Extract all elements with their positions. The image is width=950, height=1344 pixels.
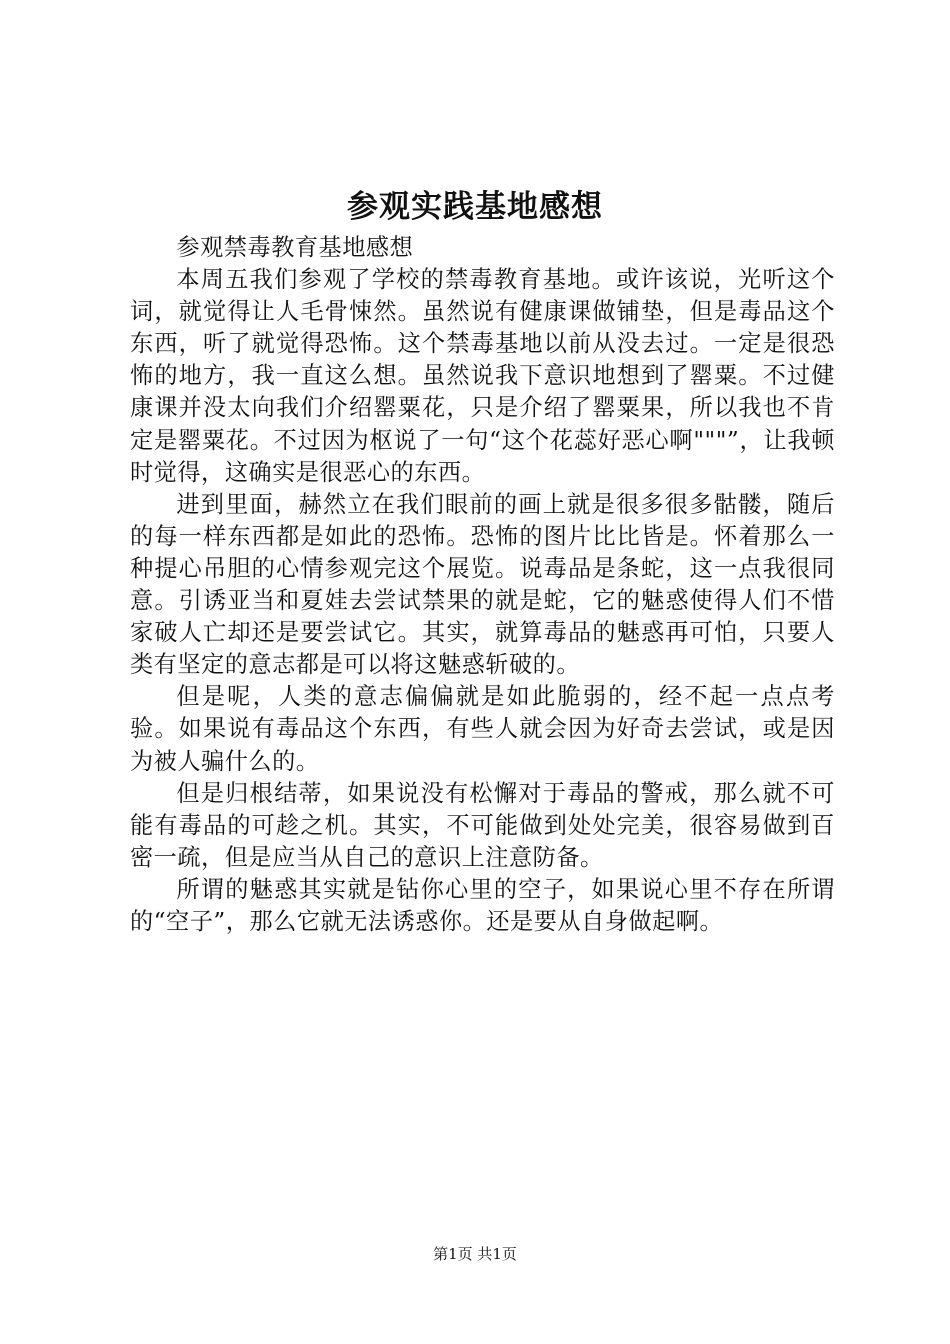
- paragraph: 进到里面，赫然立在我们眼前的画上就是很多很多骷髅，随后的每一样东西都是如此的恐怖。恐怖的图片比比皆是。怀着那么一种提心吊胆的心情参观完这个展览。说毒品是条蛇，这一点我很同意。引诱亚当和夏娃去尝试禁果的就是蛇，它的魅惑使得人们不惜家破人亡却还是要尝试它。其实，就算毒品的魅惑再可怕，只要人类有坚定的意志都是可以将这魅惑斩破的。: [130, 490, 835, 679]
- paragraph: 但是呢，人类的意志偏偏就是如此脆弱的，经不起一点点考验。如果说有毒品这个东西，有些人就会因为好奇去尝试，或是因为被人骗什么的。: [130, 683, 835, 775]
- document-title: 参观实践基地感想: [347, 189, 603, 225]
- paragraph-subtitle: 参观禁毒教育基地感想: [176, 234, 414, 261]
- paragraph: 本周五我们参观了学校的禁毒教育基地。或许该说，光听这个词，就觉得让人毛骨悚然。虽然说有健康课做铺垫，但是毒品这个东西，听了就觉得恐怖。这个禁毒基地以前从没去过。一定是很恐怖的地方，我一直这么想。虽然说我下意识地想到了罂粟。不过健康课并没太向我们介绍罂粟花，只是介绍了罂粟果，所以我也不肯定是罂粟花。不过因为枢说了一句“这个花蕊好恶心啊"""”，让我顿时觉得，这确实是很恶心的东西。: [130, 266, 835, 486]
- paragraph: 但是归根结蒂，如果说没有松懈对于毒品的警戒，那么就不可能有毒品的可趁之机。其实，不可能做到处处完美，很容易做到百密一疏，但是应当从自己的意识上注意防备。: [130, 779, 835, 871]
- paragraph: 所谓的魅惑其实就是钻你心里的空子，如果说心里不存在所谓的“空子”，那么它就无法诱惑你。还是要从自身做起啊。: [130, 875, 835, 935]
- page-footer: 第1页 共1页: [433, 1245, 517, 1263]
- document-body: [130, 232, 835, 938]
